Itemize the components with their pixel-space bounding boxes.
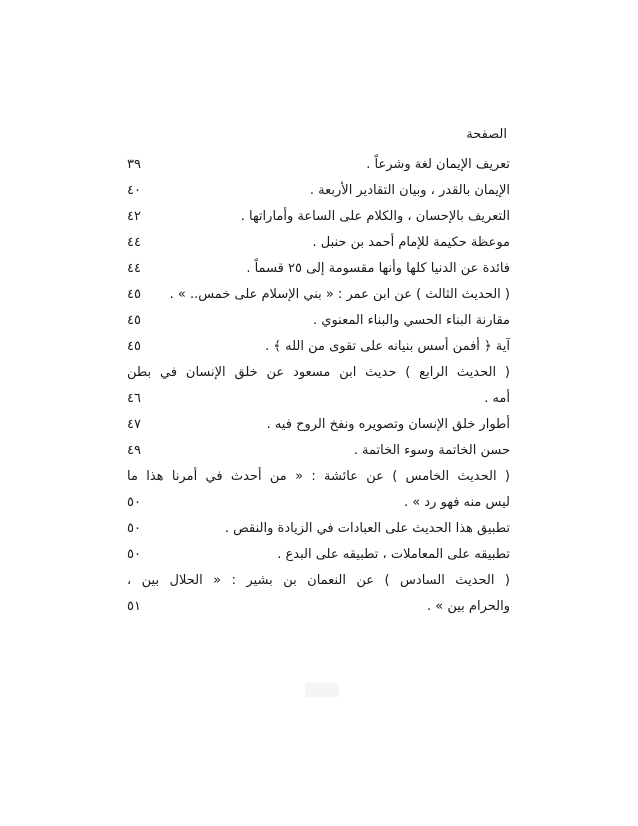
toc-entry xyxy=(127,282,510,308)
toc-entry-title: الإيمان بالقدر ، وبيان التقادير الأربعة . xyxy=(309,183,510,198)
toc-entry-title: موعظة حكيمة للإمام أحمد بن حنبل . xyxy=(312,235,510,250)
toc-entry-title: تعريف الإيمان لغة وشرعاً . xyxy=(366,157,510,172)
toc-entry-title-line: ( الحديث الخامس ) عن عائشة : « من أحدث في أمرنا هذا ما xyxy=(127,469,510,484)
toc-entry-title xyxy=(127,464,510,516)
toc-entry-title: تطبيقه على المعاملات ، تطبيقه على البدع . xyxy=(277,547,510,562)
toc-entry xyxy=(127,204,510,230)
toc-entry-page-number: ٤٤ xyxy=(127,235,141,250)
toc-entry-title: ( الحديث الثالث ) عن ابن عمر : « بني الإسلام على خمس.. » . xyxy=(169,287,510,302)
toc-entry-title-line: والحرام بين » . xyxy=(427,599,510,614)
toc-entry-title: أطوار خلق الإنسان وتصويره ونفخ الروح فيه . xyxy=(266,417,510,432)
toc-entry-page-number: ٥١ xyxy=(127,599,141,614)
toc-entry xyxy=(127,412,510,438)
toc-entry-page-number: ٤٥ xyxy=(127,313,141,328)
toc-entry xyxy=(127,334,510,360)
toc-entry xyxy=(127,256,510,282)
toc-entry-title xyxy=(127,360,510,412)
toc-entry-title: حسن الخاتمة وسوء الخاتمة . xyxy=(353,443,510,458)
toc-entry-page-number: ٤٠ xyxy=(127,183,141,198)
toc-entry-page-number: ٥٠ xyxy=(127,495,141,510)
toc-entry xyxy=(127,542,510,568)
toc-entry-title: تطبيق هذا الحديث على العبادات في الزيادة والنقص . xyxy=(224,521,510,536)
toc-entry xyxy=(127,360,510,412)
toc-entry xyxy=(127,230,510,256)
scan-smudge xyxy=(305,683,339,697)
toc-entry-title: التعريف بالإحسان ، والكلام على الساعة وأماراتها . xyxy=(240,209,510,224)
toc-entry xyxy=(127,178,510,204)
toc-entry-title-line: ( الحديث السادس ) عن النعمان بن بشير : « الحلال بين ، xyxy=(127,573,510,588)
toc-entry-title-line: ليس منه فهو رد » . xyxy=(403,495,510,510)
toc-entry-page-number: ٤٥ xyxy=(127,287,141,302)
toc-entry-page-number: ٤٢ xyxy=(127,209,141,224)
toc-entry-page-number: ٤٥ xyxy=(127,339,141,354)
toc-entry xyxy=(127,568,510,620)
page-column-header: الصفحة xyxy=(466,127,507,142)
toc-entry xyxy=(127,516,510,542)
toc-entry-title: آية ﴿ أفمن أسس بنيانه على تقوى من الله ﴾ . xyxy=(265,339,510,354)
toc-entry-page-number: ٤٦ xyxy=(127,391,141,406)
toc-entry-title xyxy=(127,568,510,620)
toc-entry-title-line: أمه . xyxy=(484,391,510,406)
table-of-contents xyxy=(127,152,510,620)
toc-entry-page-number: ٤٩ xyxy=(127,443,141,458)
toc-entry xyxy=(127,438,510,464)
toc-entry-page-number: ٥٠ xyxy=(127,547,141,562)
toc-entry xyxy=(127,308,510,334)
toc-entry-title-line: ( الحديث الرابع ) حديث ابن مسعود عن خلق الإنسان في بطن xyxy=(127,365,510,380)
toc-entry-page-number: ٥٠ xyxy=(127,521,141,536)
toc-entry-page-number: ٣٩ xyxy=(127,157,141,172)
toc-entry-page-number: ٤٧ xyxy=(127,417,141,432)
toc-entry-page-number: ٤٤ xyxy=(127,261,141,276)
toc-entry xyxy=(127,464,510,516)
toc-entry-title: فائدة عن الدنيا كلها وأنها مقسومة إلى ٢٥ قسماً . xyxy=(246,261,510,276)
toc-entry-title: مقارنة البناء الحسي والبناء المعنوي . xyxy=(313,313,510,328)
toc-entry xyxy=(127,152,510,178)
